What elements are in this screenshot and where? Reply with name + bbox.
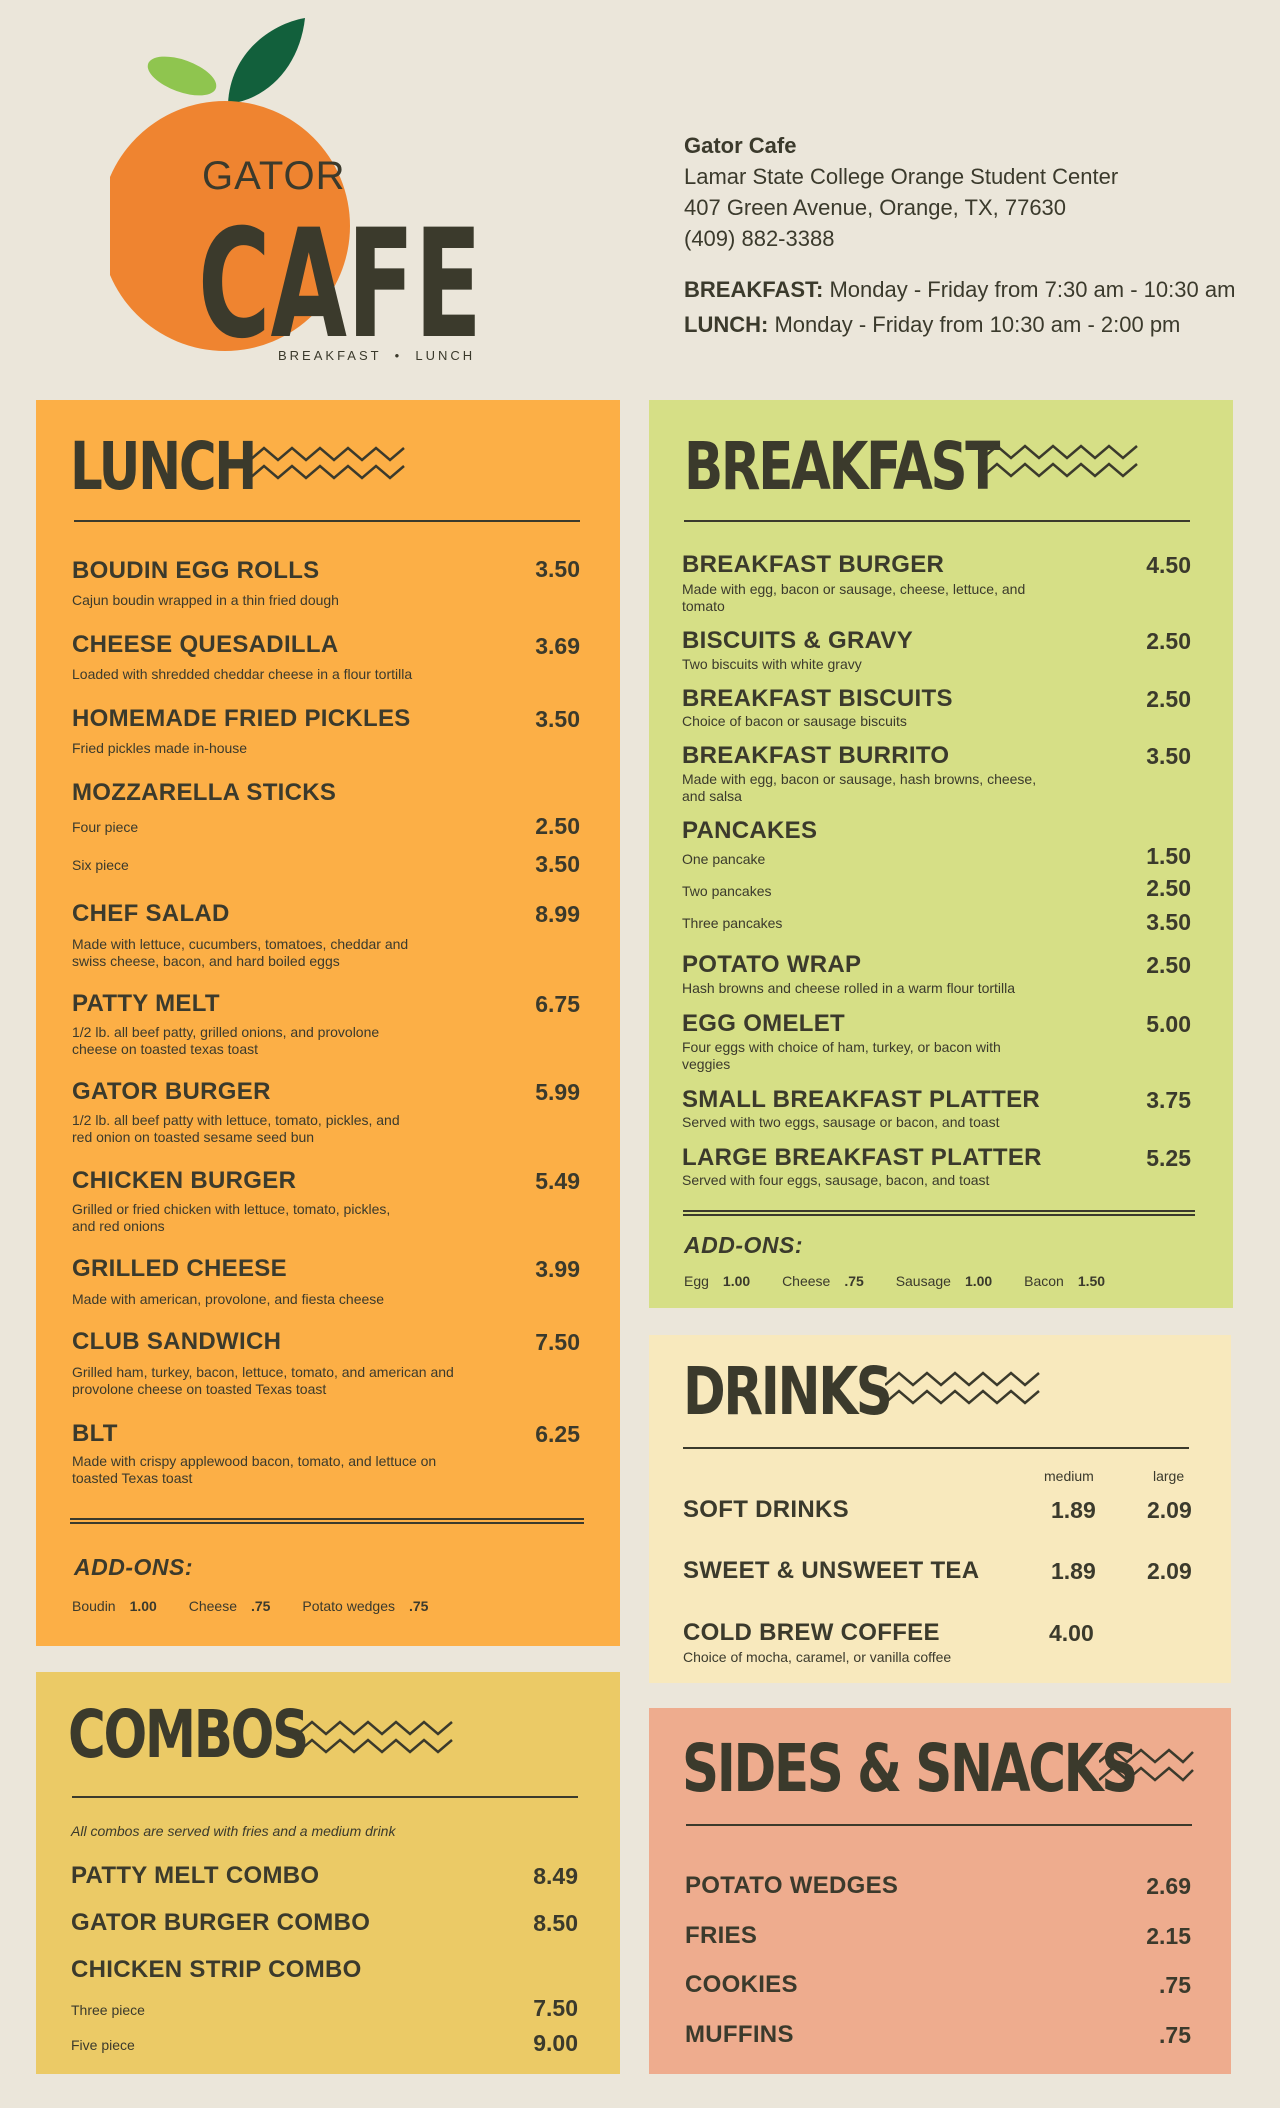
item-name: SOFT DRINKS <box>683 1496 849 1523</box>
item-name: LARGE BREAKFAST PLATTER <box>682 1144 1042 1171</box>
item-desc: Grilled or fried chicken with lettuce, tomato, pickles, and red onions <box>72 1201 391 1234</box>
variant-price: 3.50 <box>535 851 580 877</box>
variant-price: 2.50 <box>535 813 580 839</box>
item-price: 6.75 <box>535 991 580 1017</box>
phone-number: (409) 882-3388 <box>684 226 835 251</box>
column-medium: medium <box>1044 1468 1094 1484</box>
zigzag-icon <box>250 446 406 482</box>
leaf-light-icon <box>143 49 222 104</box>
item-desc: 1/2 lb. all beef patty, grilled onions, and provolone cheese on toasted texas toast <box>72 1024 380 1057</box>
item-desc: Loaded with shredded cheddar cheese in a flour tortilla <box>72 666 413 682</box>
logo-tagline: BREAKFAST • LUNCH <box>278 348 476 363</box>
cafe-name: Gator Cafe <box>684 133 797 158</box>
item-name: BOUDIN EGG ROLLS <box>72 557 320 584</box>
item-price: 6.25 <box>535 1421 580 1447</box>
item-desc: Fried pickles made in-house <box>72 740 248 756</box>
item-name: BISCUITS & GRAVY <box>682 627 914 654</box>
variant-label: Six piece <box>72 857 129 873</box>
column-large: large <box>1153 1468 1185 1484</box>
item-desc: Served with four eggs, sausage, bacon, and toast <box>682 1172 990 1188</box>
item-price: 2.50 <box>1146 686 1191 712</box>
item-desc: Cajun boudin wrapped in a thin fried dough <box>72 592 339 608</box>
zigzag-icon <box>298 1720 454 1756</box>
addons-list: Egg 1.00 Cheese .75 Sausage 1.00 Bacon 1.50 <box>684 1273 1106 1289</box>
item-name: CHICKEN BURGER <box>72 1167 297 1194</box>
item-desc: Made with crispy applewood bacon, tomato, and lettuce on toasted Texas toast <box>72 1453 437 1486</box>
item-price: 5.25 <box>1146 1145 1191 1171</box>
leaf-dark-icon <box>228 18 305 104</box>
price-large: 2.09 <box>1147 1558 1192 1584</box>
variant-price: 1.50 <box>1146 843 1191 869</box>
item-price: .75 <box>1159 2022 1191 2048</box>
item-name: EGG OMELET <box>682 1010 846 1037</box>
sides-section <box>649 1708 1231 2074</box>
item-name: BREAKFAST BURRITO <box>682 742 950 769</box>
item-price: 4.50 <box>1146 552 1191 578</box>
item-price: 8.99 <box>535 901 580 927</box>
item-price: 3.75 <box>1146 1087 1191 1113</box>
lunch-section <box>36 400 620 1646</box>
breakfast-section <box>649 400 1233 1308</box>
divider <box>686 1824 1192 1826</box>
variant-price: 9.00 <box>533 2030 578 2056</box>
item-desc: Served with two eggs, sausage or bacon, and toast <box>682 1114 1000 1130</box>
variant-label: Five piece <box>71 2037 135 2053</box>
item-price: 8.50 <box>533 1910 578 1936</box>
address-line1: Lamar State College Orange Student Center <box>684 164 1119 189</box>
variant-label: Three piece <box>71 2002 145 2018</box>
item-price: 5.49 <box>535 1168 580 1194</box>
item-price: 5.99 <box>535 1079 580 1105</box>
price-medium: 1.89 <box>1051 1497 1096 1523</box>
lunch-title: LUNCH <box>70 428 256 505</box>
price-medium: 1.89 <box>1051 1558 1096 1584</box>
item-desc: Made with american, provolone, and fiesta cheese <box>72 1291 385 1307</box>
item-name: POTATO WEDGES <box>685 1872 899 1899</box>
addons-list: Boudin 1.00 Cheese .75 Potato wedges .75 <box>72 1598 429 1614</box>
item-desc: 1/2 lb. all beef patty with lettuce, tomato, pickles, and red onion on toasted sesame seed bun <box>72 1112 400 1145</box>
zigzag-icon <box>1099 1748 1195 1784</box>
item-desc: Grilled ham, turkey, bacon, lettuce, tomato, and american and provolone cheese on toasted Texas toast <box>72 1364 454 1397</box>
gator-cafe-logo <box>110 14 490 374</box>
address-line2: 407 Green Avenue, Orange, TX, 77630 <box>684 195 1067 220</box>
item-desc: Choice of mocha, caramel, or vanilla coffee <box>683 1649 952 1665</box>
price-large: 2.09 <box>1147 1497 1192 1523</box>
item-name: PATTY MELT <box>72 990 220 1017</box>
item-name: HOMEMADE FRIED PICKLES <box>72 705 411 732</box>
item-name: CHEESE QUESADILLA <box>72 631 339 658</box>
item-name: FRIES <box>685 1922 758 1949</box>
item-desc: Hash browns and cheese rolled in a warm flour tortilla <box>682 980 1016 996</box>
item-price: .75 <box>1159 1972 1191 1998</box>
divider <box>683 1447 1189 1449</box>
item-price: 3.50 <box>1146 743 1191 769</box>
item-name: GATOR BURGER <box>72 1078 271 1105</box>
contact-info <box>684 130 1244 342</box>
item-name: BLT <box>72 1420 118 1447</box>
drinks-section <box>649 1335 1231 1683</box>
variant-price: 7.50 <box>533 1995 578 2021</box>
addons-title: ADD-ONS: <box>74 1554 193 1580</box>
variant-label: Three pancakes <box>682 915 783 931</box>
item-name: POTATO WRAP <box>682 951 862 978</box>
variant-price: 3.50 <box>1146 909 1191 935</box>
logo-word-gator: GATOR <box>202 154 346 198</box>
zigzag-icon <box>983 444 1139 480</box>
sides-title: SIDES & SNACKS <box>682 1730 1136 1807</box>
item-price: 2.50 <box>1146 628 1191 654</box>
combos-title: COMBOS <box>68 1696 307 1773</box>
item-price: 3.50 <box>535 556 580 582</box>
combos-section <box>36 1672 620 2074</box>
item-name: CLUB SANDWICH <box>72 1328 282 1355</box>
item-desc: Four eggs with choice of ham, turkey, or bacon with veggies <box>682 1039 1001 1072</box>
item-name: COOKIES <box>685 1971 798 1998</box>
drinks-title: DRINKS <box>683 1353 891 1430</box>
divider <box>74 520 580 522</box>
item-price: 3.50 <box>535 706 580 732</box>
zigzag-icon <box>885 1371 1041 1407</box>
item-desc: Made with egg, bacon or sausage, cheese, lettuce, and tomato <box>682 581 1026 614</box>
item-price: 8.49 <box>533 1863 578 1889</box>
double-divider <box>683 1210 1195 1216</box>
item-price: 3.99 <box>535 1256 580 1282</box>
item-name: PANCAKES <box>682 817 818 844</box>
combos-note: All combos are served with fries and a medium drink <box>71 1823 396 1839</box>
item-name: PATTY MELT COMBO <box>71 1862 320 1889</box>
divider <box>72 1796 578 1798</box>
lunch-hours: LUNCH: Monday - Friday from 10:30 am - 2:00 pm <box>684 312 1181 337</box>
item-price: 2.69 <box>1146 1873 1191 1899</box>
price-medium: 4.00 <box>1049 1620 1094 1646</box>
variant-price: 2.50 <box>1146 875 1191 901</box>
double-divider <box>70 1518 584 1524</box>
item-name: BREAKFAST BURGER <box>682 551 945 578</box>
item-price: 2.50 <box>1146 952 1191 978</box>
logo-word-cafe: CAFE <box>198 198 482 372</box>
item-desc: Made with lettuce, cucumbers, tomatoes, cheddar and swiss cheese, bacon, and hard boiled eggs <box>72 936 409 969</box>
item-desc: Two biscuits with white gravy <box>682 656 862 672</box>
variant-label: Two pancakes <box>682 883 772 899</box>
item-desc: Made with egg, bacon or sausage, hash browns, cheese, and salsa <box>682 771 1037 804</box>
item-name: GRILLED CHEESE <box>72 1255 287 1282</box>
item-name: CHEF SALAD <box>72 900 230 927</box>
variant-label: One pancake <box>682 851 766 867</box>
item-desc: Choice of bacon or sausage biscuits <box>682 713 907 729</box>
divider <box>684 520 1190 522</box>
item-name: SMALL BREAKFAST PLATTER <box>682 1086 1041 1113</box>
breakfast-title: BREAKFAST <box>684 428 999 505</box>
item-name: COLD BREW COFFEE <box>683 1619 940 1646</box>
item-name: MUFFINS <box>685 2021 794 2048</box>
item-price: 3.69 <box>535 633 580 659</box>
variant-label: Four piece <box>72 819 139 835</box>
item-name: BREAKFAST BISCUITS <box>682 685 953 712</box>
breakfast-hours: BREAKFAST: Monday - Friday from 7:30 am - 10:30 am <box>684 277 1236 302</box>
item-name: MOZZARELLA STICKS <box>72 779 337 806</box>
addons-title: ADD-ONS: <box>684 1232 803 1258</box>
item-price: 5.00 <box>1146 1011 1191 1037</box>
item-price: 2.15 <box>1146 1923 1191 1949</box>
item-name: GATOR BURGER COMBO <box>71 1909 371 1936</box>
item-name: CHICKEN STRIP COMBO <box>71 1956 362 1983</box>
item-name: SWEET & UNSWEET TEA <box>683 1557 980 1584</box>
item-price: 7.50 <box>535 1329 580 1355</box>
